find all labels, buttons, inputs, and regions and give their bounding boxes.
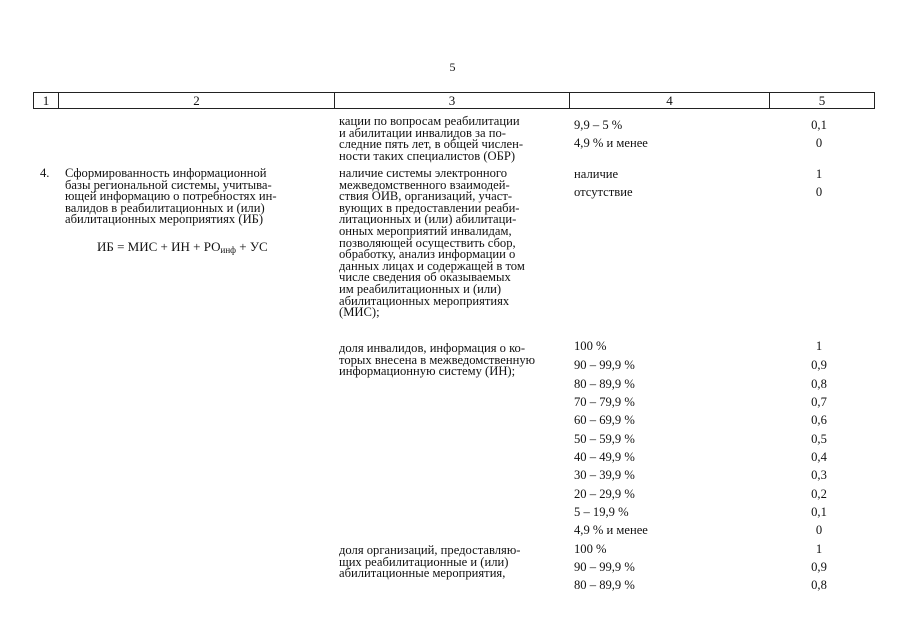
range-value: 90 – 99,9 % [574, 358, 635, 372]
text-line: доля организаций, предоставляю- [339, 543, 521, 557]
range-value: 4,9 % и менее [574, 523, 648, 537]
text-line: им реабилитационных и (или) [339, 281, 502, 296]
item-number: 4. [40, 166, 50, 180]
score-row [574, 503, 834, 521]
text-line: обработку, анализ информации о [339, 247, 516, 262]
text-line: щих реабилитационные и (или) [339, 554, 509, 569]
score-value: 0,8 [811, 578, 827, 592]
score-row [574, 576, 834, 594]
header-col-2: 2 [59, 93, 335, 108]
range-value: 30 – 39,9 % [574, 468, 635, 482]
range-value: 5 – 19,9 % [574, 505, 629, 519]
range-value: 4,9 % и менее [574, 136, 648, 150]
criterion-text-org [339, 545, 569, 580]
range-value: 80 – 89,9 % [574, 377, 635, 391]
score-row [574, 183, 834, 201]
score-value: 0,5 [811, 432, 827, 446]
score-value: 0 [815, 136, 823, 150]
score-value: 0 [815, 523, 823, 537]
formula [97, 241, 268, 257]
score-row [574, 165, 834, 183]
text-line: торых внесена в межведомственную [339, 352, 536, 367]
text-line: литационных и (или) абилитаци- [339, 212, 517, 227]
score-value: 1 [815, 339, 823, 353]
text-line: доля инвалидов, информация о ко- [339, 341, 526, 355]
score-row [574, 337, 834, 355]
score-row [574, 116, 834, 134]
criterion-text-mis [339, 168, 569, 319]
text-line: онных мероприятий инвалидам, [339, 223, 512, 238]
criterion-text-in [339, 343, 569, 378]
header-col-4: 4 [570, 93, 770, 108]
text-line: данных лицах и содержащей в том [339, 258, 525, 273]
range-value: 40 – 49,9 % [574, 450, 635, 464]
text-line: числе сведения об оказываемых [339, 270, 511, 285]
range-value: 20 – 29,9 % [574, 487, 635, 501]
text-line: ности таких специалистов (ОБР) [339, 148, 516, 163]
score-row [574, 134, 834, 152]
range-value: 80 – 89,9 % [574, 578, 635, 592]
score-value: 0,6 [811, 413, 827, 427]
score-row [574, 393, 834, 411]
score-row [574, 558, 834, 576]
text-line: следние пять лет, в общей числен- [339, 137, 524, 152]
score-value: 0,3 [811, 468, 827, 482]
score-row [574, 485, 834, 503]
score-value: 0,9 [811, 560, 827, 574]
page-number: 5 [449, 60, 456, 74]
score-row [574, 356, 834, 374]
text-line: вующих в предоставлении реаби- [339, 200, 520, 215]
text-line: базы региональной системы, учитыва- [65, 177, 272, 192]
text-line: наличие системы электронного [339, 166, 508, 180]
formula-subscript: инф [220, 245, 236, 255]
formula-tail: + УС [236, 239, 268, 254]
range-value: отсутствие [574, 185, 633, 199]
text-line: ющей информацию о потребностях ин- [65, 189, 277, 204]
table-header-row [33, 92, 875, 109]
score-row [574, 540, 834, 558]
text-line: Сформированность информационной [65, 166, 267, 180]
score-row [574, 375, 834, 393]
score-row [574, 466, 834, 484]
text-line: и абилитации инвалидов за по- [339, 125, 506, 140]
range-value: 70 – 79,9 % [574, 395, 635, 409]
range-value: 90 – 99,9 % [574, 560, 635, 574]
score-value: 0,2 [811, 487, 827, 501]
header-col-5: 5 [818, 93, 826, 108]
score-row [574, 411, 834, 429]
text-line: кации по вопросам реабилитации [339, 114, 520, 128]
score-row [574, 448, 834, 466]
score-value: 0,9 [811, 358, 827, 372]
range-value: 100 % [574, 542, 607, 556]
text-line: межведомственного взаимодей- [339, 177, 510, 192]
text-line: позволяющей осуществить сбор, [339, 235, 516, 250]
score-value: 0,7 [811, 395, 827, 409]
text-line: абилитационные мероприятия, [339, 566, 506, 581]
formula-main: ИБ = МИС + ИН + РО [97, 239, 221, 254]
score-value: 0,4 [811, 450, 827, 464]
text-line: валидов в реабилитационных и (или) [65, 200, 265, 215]
header-col-1: 1 [34, 93, 59, 108]
range-value: 9,9 – 5 % [574, 118, 623, 132]
range-value: 50 – 59,9 % [574, 432, 635, 446]
text-line: абилитационных мероприятиях [339, 293, 510, 308]
range-value: 60 – 69,9 % [574, 413, 635, 427]
text-line: (МИС); [339, 305, 380, 320]
criterion-text-obr [339, 116, 569, 162]
score-value: 0 [815, 185, 823, 199]
score-value: 0,1 [811, 505, 827, 519]
score-row [574, 430, 834, 448]
text-line: абилитационных мероприятиях (ИБ) [65, 212, 264, 227]
item-title [65, 168, 315, 226]
text-line: информационную систему (ИН); [339, 364, 516, 379]
score-value: 0,8 [811, 377, 827, 391]
header-col-3: 3 [335, 93, 570, 108]
score-value: 1 [815, 542, 823, 556]
range-value: наличие [574, 167, 619, 181]
score-row [574, 521, 834, 539]
range-value: 100 % [574, 339, 607, 353]
text-line: ствия ОИВ, организаций, участ- [339, 189, 513, 204]
score-value: 1 [815, 167, 823, 181]
score-value: 0,1 [811, 118, 827, 132]
